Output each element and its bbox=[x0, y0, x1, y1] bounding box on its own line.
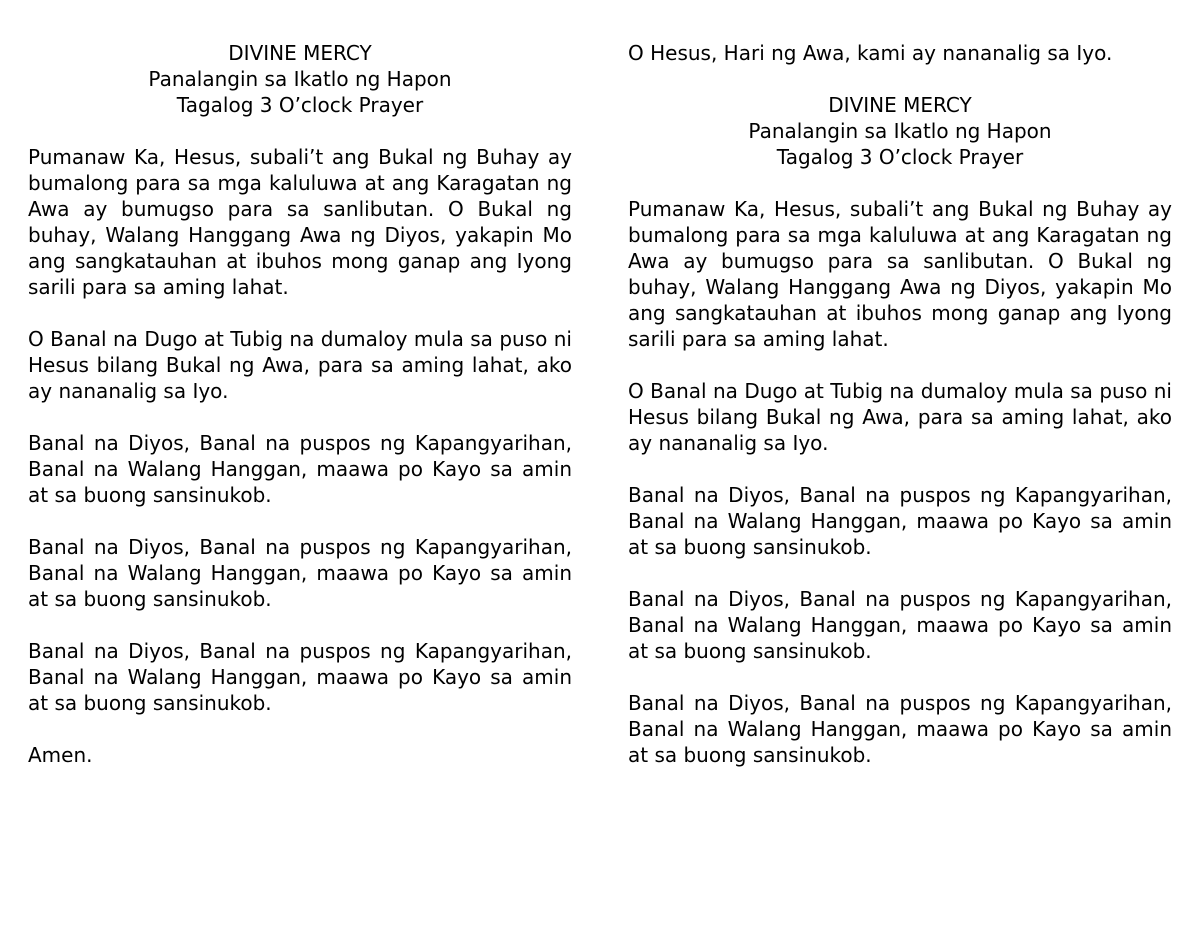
left-column bbox=[28, 40, 572, 794]
left-subtitle-tagalog: Panalangin sa Ikatlo ng Hapon bbox=[148, 67, 452, 91]
left-title-block bbox=[28, 40, 572, 118]
left-subtitle-english: Tagalog 3 O’clock Prayer bbox=[176, 93, 424, 117]
right-paragraph-banal-na-diyos-2: Banal na Diyos, Banal na puspos ng Kapangyarihan, Banal na Walang Hanggan, maawa po Kayo sa amin at sa buong sansinukob. bbox=[628, 587, 1172, 663]
left-paragraph-banal-na-diyos-1: Banal na Diyos, Banal na puspos ng Kapangyarihan, Banal na Walang Hanggan, maawa po Kayo sa amin at sa buong sansinukob. bbox=[28, 431, 572, 507]
right-paragraph-banal-na-diyos-3: Banal na Diyos, Banal na puspos ng Kapangyarihan, Banal na Walang Hanggan, maawa po Kayo sa amin at sa buong sansinukob. bbox=[628, 691, 1172, 767]
right-paragraph-pumanaw: Pumanaw Ka, Hesus, subali’t ang Bukal ng Buhay ay bumalong para sa mga kaluluwa at ang Karagatan ng Awa ay bumugso para sa sanlibutan. O Bukal ng buhay, Walang Hanggang Awa ng Diyos, yakapin Mo ang sangkatauhan at ibuhos mong ganap ang Iyong sarili para sa aming lahat. bbox=[628, 197, 1172, 351]
right-lead-line: O Hesus, Hari ng Awa, kami ay nananalig sa Iyo. bbox=[628, 41, 1113, 65]
left-title: DIVINE MERCY bbox=[228, 41, 372, 65]
left-amen: Amen. bbox=[28, 743, 93, 767]
left-paragraph-banal-na-dugo: O Banal na Dugo at Tubig na dumaloy mula sa puso ni Hesus bilang Bukal ng Awa, para sa aming lahat, ako ay nananalig sa Iyo. bbox=[28, 327, 572, 403]
right-column bbox=[628, 40, 1172, 794]
left-paragraph-banal-na-diyos-2: Banal na Diyos, Banal na puspos ng Kapangyarihan, Banal na Walang Hanggan, maawa po Kayo sa amin at sa buong sansinukob. bbox=[28, 535, 572, 611]
left-paragraph-pumanaw: Pumanaw Ka, Hesus, subali’t ang Bukal ng Buhay ay bumalong para sa mga kaluluwa at ang Karagatan ng Awa ay bumugso para sa sanlibutan. O Bukal ng buhay, Walang Hanggang Awa ng Diyos, yakapin Mo ang sangkatauhan at ibuhos mong ganap ang Iyong sarili para sa aming lahat. bbox=[28, 145, 572, 299]
right-title-block bbox=[628, 92, 1172, 170]
right-paragraph-banal-na-diyos-1: Banal na Diyos, Banal na puspos ng Kapangyarihan, Banal na Walang Hanggan, maawa po Kayo sa amin at sa buong sansinukob. bbox=[628, 483, 1172, 559]
right-title: DIVINE MERCY bbox=[828, 93, 972, 117]
right-subtitle-tagalog: Panalangin sa Ikatlo ng Hapon bbox=[748, 119, 1052, 143]
right-subtitle-english: Tagalog 3 O’clock Prayer bbox=[776, 145, 1024, 169]
left-paragraph-banal-na-diyos-3: Banal na Diyos, Banal na puspos ng Kapangyarihan, Banal na Walang Hanggan, maawa po Kayo sa amin at sa buong sansinukob. bbox=[28, 639, 572, 715]
right-paragraph-banal-na-dugo: O Banal na Dugo at Tubig na dumaloy mula sa puso ni Hesus bilang Bukal ng Awa, para sa aming lahat, ako ay nananalig sa Iyo. bbox=[628, 379, 1172, 455]
